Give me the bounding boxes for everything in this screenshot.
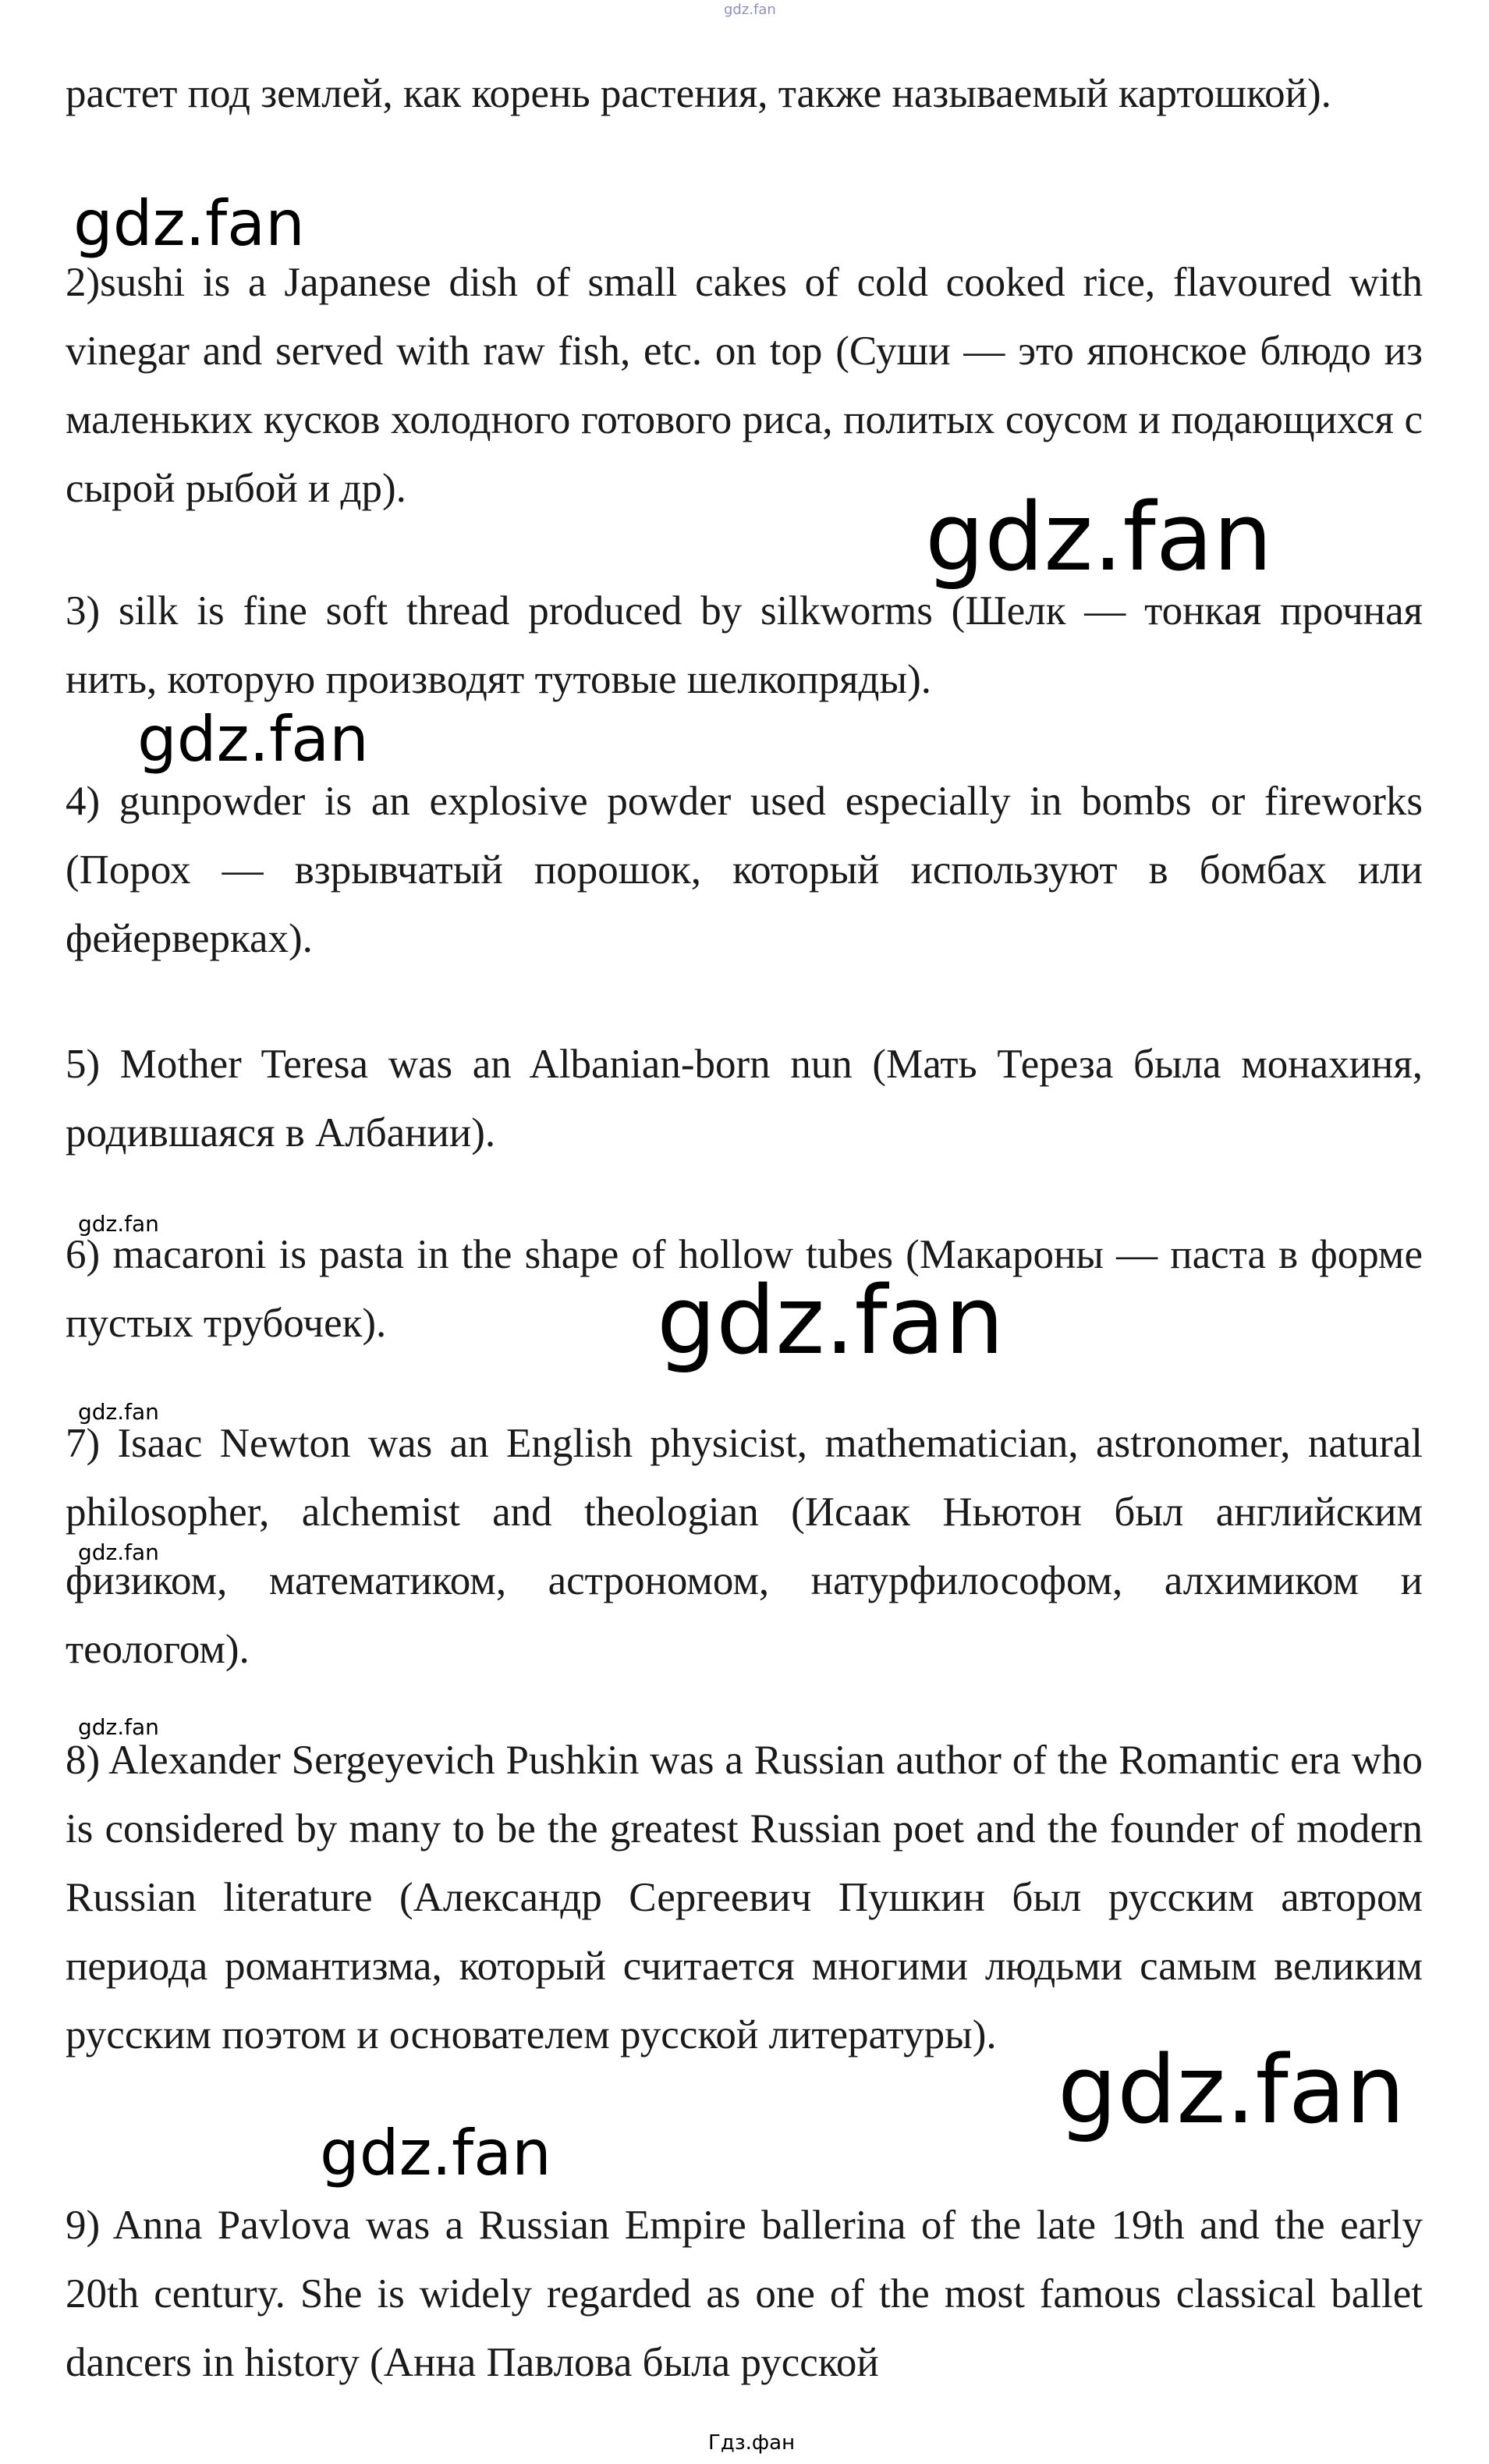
paragraph-silk: 3) silk is fine soft thread produced by silkworms (Шелк — тонкая прочная нить, которую производят тутовые шелкопряды). bbox=[66, 588, 1423, 702]
paragraph-gunpowder: 4) gunpowder is an explosive powder used especially in bombs or fireworks (Порох — взрывчатый порошок, который используют в бомбах или фейерверках). bbox=[66, 779, 1423, 961]
watermark: gdz.fan bbox=[925, 484, 1273, 592]
footer-watermark: Гдз.фан bbox=[708, 2431, 796, 2455]
watermark: gdz.fan bbox=[78, 1399, 159, 1425]
watermark: gdz.fan bbox=[320, 2117, 551, 2189]
header-watermark: gdz.fan bbox=[724, 2, 776, 18]
paragraph-pavlova: 9) Anna Pavlova was a Russian Empire ballerina of the late 19th and the early 20th century. She is widely regarded as one of the most famous classical ballet dancers in history (Анна Павлова была русской bbox=[66, 2203, 1423, 2385]
paragraph-intro: растет под землей, как корень растения, также называемый картошкой). bbox=[66, 71, 1331, 116]
watermark: gdz.fan bbox=[1058, 2036, 1406, 2145]
watermark: gdz.fan bbox=[78, 1211, 159, 1237]
paragraph-sushi: 2)sushi is a Japanese dish of small cakes of cold cooked rice, flavoured with vinegar and served with raw fish, etc. on top (Суши — это японское блюдо из маленьких кусков холодного готового риса, политых соусом и подающихся с сырой рыбой и др). bbox=[66, 260, 1423, 511]
watermark: gdz.fan bbox=[137, 703, 369, 776]
paragraph-newton: 7) Isaac Newton was an English physicist, mathematician, astronomer, natural philosopher, alchemist and theologian (Исаак Ньютон был английским физиком, математиком, астрономом, натурфилософом, алхимиком и теологом). bbox=[66, 1421, 1423, 1672]
watermark: gdz.fan bbox=[657, 1267, 1005, 1376]
watermark: gdz.fan bbox=[78, 1539, 159, 1565]
paragraph-macaroni: 6) macaroni is pasta in the shape of hollow tubes (Макароны — паста в форме пустых трубочек). bbox=[66, 1232, 1423, 1346]
watermark: gdz.fan bbox=[78, 1714, 159, 1740]
paragraph-pushkin: 8) Alexander Sergeyevich Pushkin was a Russian author of the Romantic era who is considered by many to be the greatest Russian poet and the founder of modern Russian literature (Александр Сергеевич Пушкин был русским автором периода романтизма, который считается многими людьми самым великим русским поэтом и основателем русской литературы). bbox=[66, 1738, 1423, 2057]
watermark: gdz.fan bbox=[73, 187, 305, 260]
paragraph-mother-teresa: 5) Mother Teresa was an Albanian-born nun (Мать Тереза была монахиня, родившаяся в Албании). bbox=[66, 1042, 1423, 1156]
